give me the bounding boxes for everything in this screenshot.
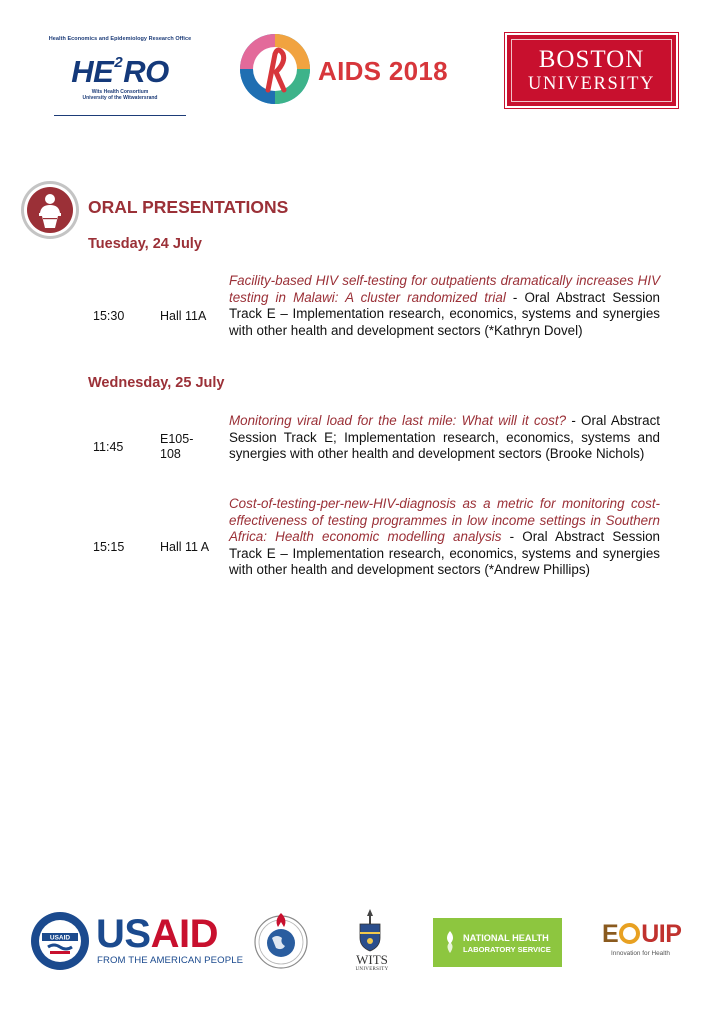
session-title: Monitoring viral load for the last mile: What will it cost? <box>229 413 567 428</box>
session-description <box>229 273 660 339</box>
session-details: - Oral Abstract Session Track E – Implementation research, economics, systems and synergies with other health and development sectors (*Andrew Phillips) <box>229 529 661 578</box>
session-row <box>88 413 662 481</box>
usaid-seal-text: USAID <box>49 934 71 942</box>
nhls-logo <box>433 918 562 967</box>
usaid-seal-icon <box>30 911 90 971</box>
equip-wordmark <box>602 920 681 948</box>
bu-line2: UNIVERSITY <box>528 74 655 94</box>
wits-wordmark: WITS <box>356 952 388 967</box>
bu-line1: BOSTON <box>538 46 645 73</box>
session-description <box>229 413 660 463</box>
hero-mark-sup: 2 <box>114 54 123 71</box>
hero-mark-right: RO <box>123 54 169 89</box>
session-hall: Hall 11A <box>160 309 207 323</box>
session-details: - Oral Abstract Session Track E – Implementation research, economics, systems and synergies with other health and development sectors (*Kathryn Dovel) <box>229 289 660 338</box>
usaid-tagline: FROM THE AMERICAN PEOPLE <box>97 955 244 966</box>
equip-tagline: Innovation for Health <box>611 950 670 957</box>
day-heading-tuesday: Tuesday, 24 July <box>88 236 202 252</box>
session-title: Facility-based HIV self-testing for outpatients dramatically increases HIV testing in Malawi: A cluster randomized trial <box>229 273 660 305</box>
section-title: ORAL PRESENTATIONS <box>88 197 289 217</box>
boston-university-logo <box>505 33 678 108</box>
aids-ribbon-icon <box>238 32 312 106</box>
equip-word-rest: UIP <box>641 920 682 948</box>
session-hall: Hall 11 A <box>160 540 210 554</box>
session-description <box>229 496 660 579</box>
equip-letter-e: E <box>602 920 619 948</box>
equip-q-ring-icon <box>619 923 640 944</box>
hero-rule <box>54 115 186 116</box>
session-hall: E105-108 <box>160 432 194 461</box>
session-time: 11:45 <box>93 440 124 454</box>
usaid-wordmark <box>96 913 218 955</box>
session-title: Cost-of-testing-per-new-HIV-diagnosis as a metric for monitoring cost-effectiveness of testing programmes in low income settings in Southern Africa: Health economic modelling analysis <box>229 496 660 545</box>
session-row <box>88 496 662 598</box>
wits-crest-icon <box>356 908 384 952</box>
bu-inner-frame <box>511 39 672 102</box>
aids-2018-logo <box>238 32 468 108</box>
day-heading-wednesday: Wednesday, 25 July <box>88 375 225 391</box>
ias-globe-seal-icon <box>252 910 310 970</box>
session-time: 15:15 <box>93 540 125 554</box>
usaid-word-blue: US <box>96 912 151 956</box>
hero-top-line: Health Economics and Epidemiology Research Office <box>48 36 192 42</box>
hero-wordmark <box>46 46 194 89</box>
aids-2018-text: AIDS 2018 <box>318 56 448 86</box>
hero-mark-left: HE <box>71 54 114 89</box>
usaid-word-red: AID <box>150 912 218 956</box>
session-row <box>88 273 662 359</box>
session-details: - Oral Abstract Session Track E; Implementation research, economics, systems and synergies with other health and development sectors (Brooke Nichols) <box>229 413 661 462</box>
presenter-icon <box>20 180 80 240</box>
nhls-line1: NATIONAL HEALTH <box>463 933 549 943</box>
wits-subline: UNIVERSITY <box>355 967 389 972</box>
nhls-line2: LABORATORY SERVICE <box>463 945 551 954</box>
nhls-leaf-icon <box>443 930 457 954</box>
hero-sub-line1: Wits Health Consortium <box>91 89 149 95</box>
hero-logo <box>46 36 194 116</box>
hero-sub-line2: University of the Witwatersrand <box>82 95 158 101</box>
session-time: 15:30 <box>93 309 125 323</box>
